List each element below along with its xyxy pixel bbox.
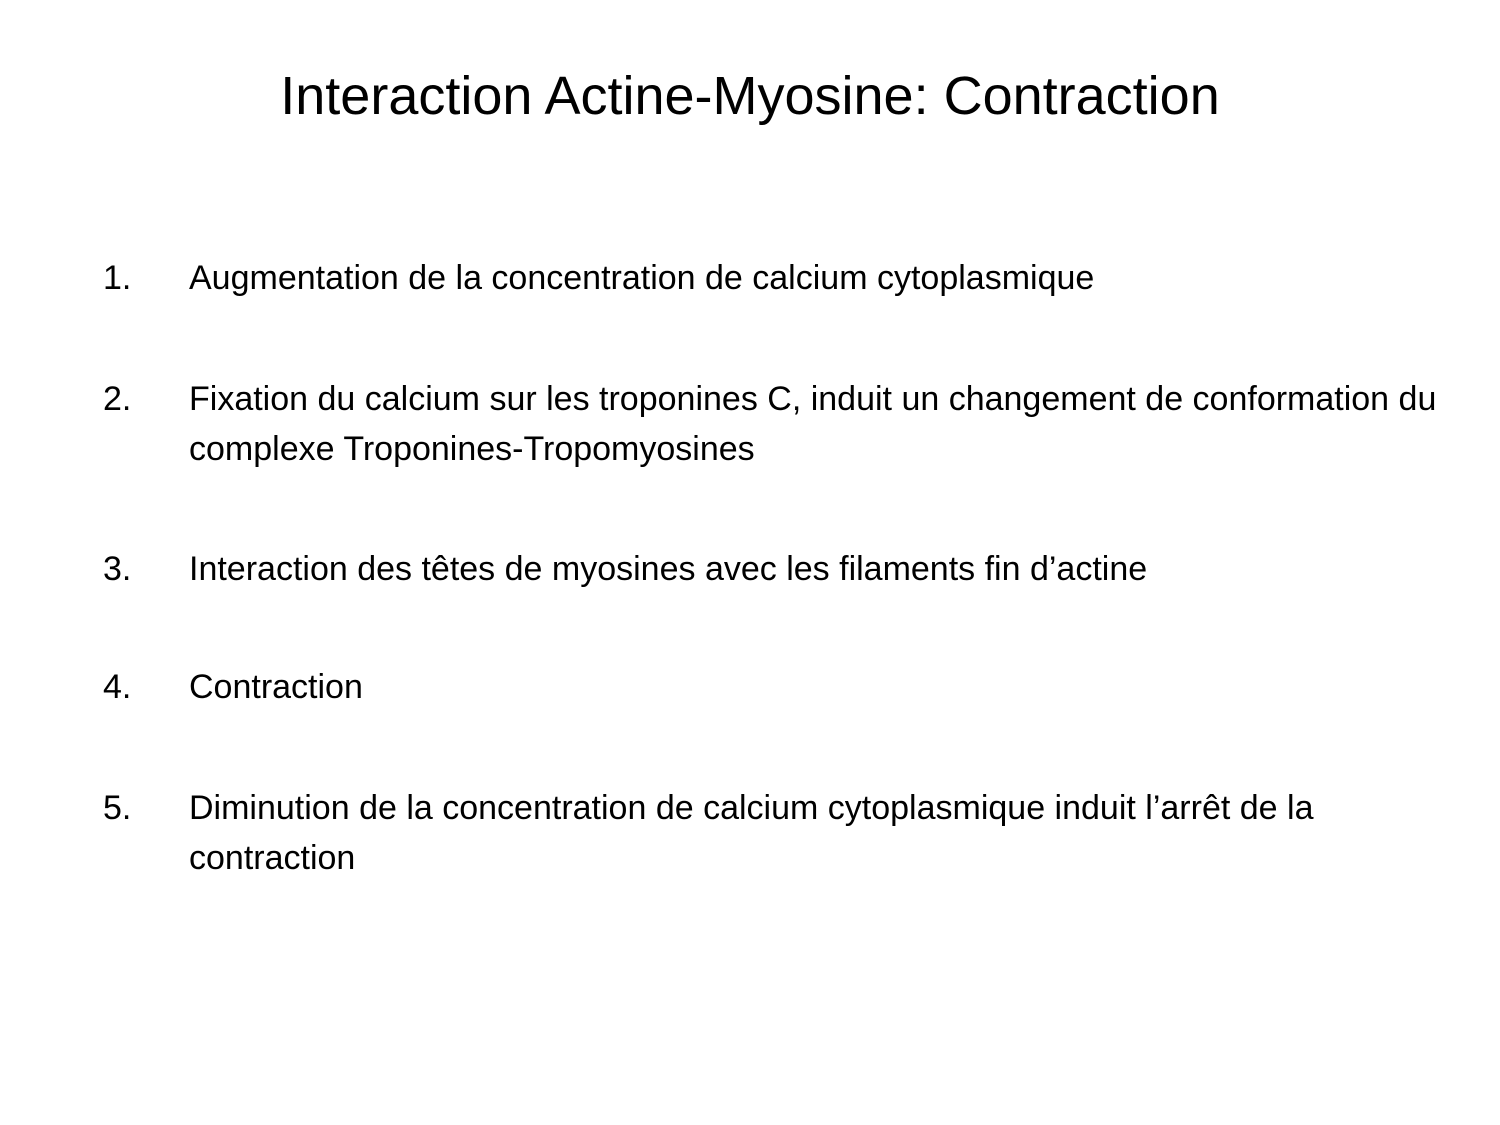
step-number: 1. <box>103 259 132 297</box>
step-number: 2. <box>103 380 132 418</box>
slide-title: Interaction Actine-Myosine: Contraction <box>280 66 1220 126</box>
step-text: Augmentation de la concentration de calcium cytoplasmique <box>189 259 1095 297</box>
step-number: 4. <box>103 668 132 706</box>
step-text: Fixation du calcium sur les troponines C, induit un changement de conformation du complexe Troponines-Tropomyosines <box>189 380 1437 468</box>
step-text: Contraction <box>189 668 363 706</box>
step-text: Interaction des têtes de myosines avec les filaments fin d’actine <box>189 550 1148 588</box>
step-number: 5. <box>103 789 132 827</box>
step-number: 3. <box>103 550 132 588</box>
step-text: Diminution de la concentration de calcium cytoplasmique induit l’arrêt de la contraction <box>189 789 1314 877</box>
